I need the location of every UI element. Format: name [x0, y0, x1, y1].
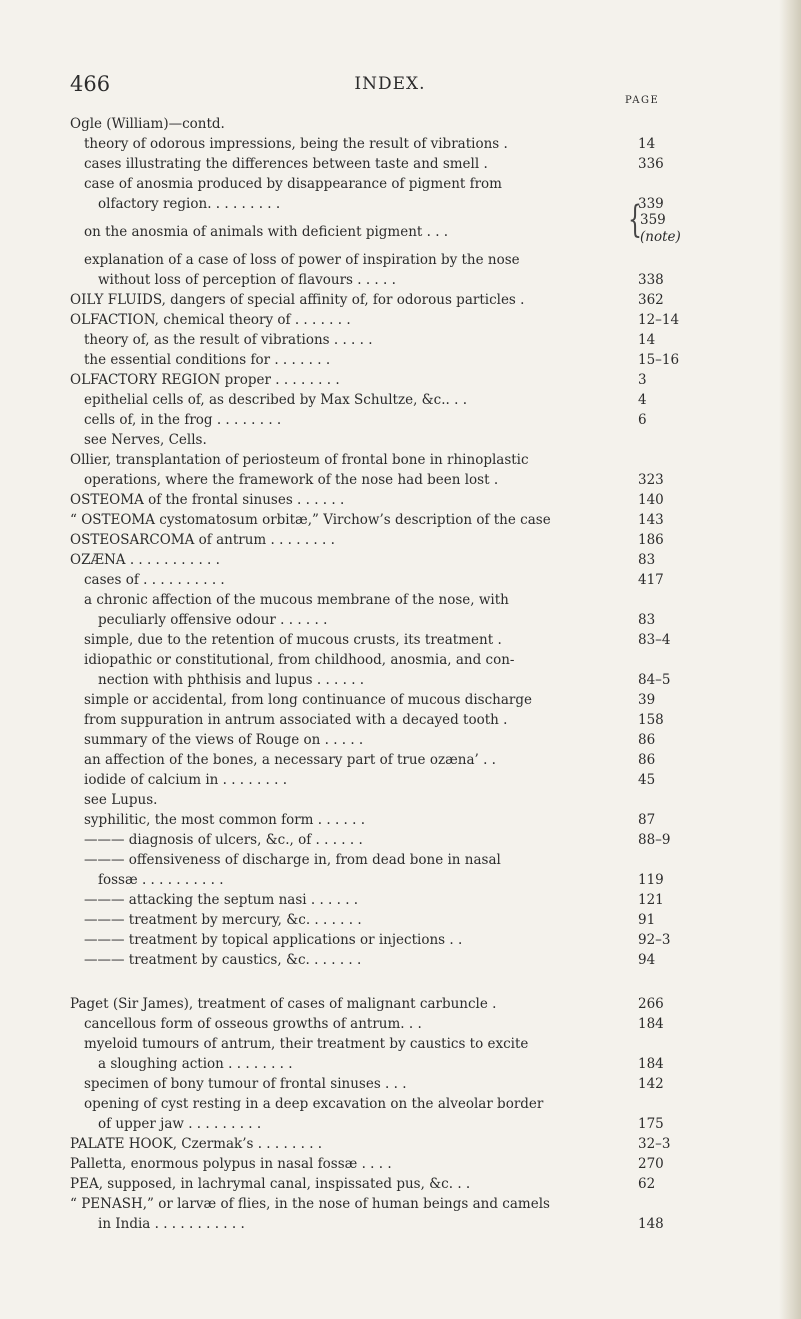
index-entry: [70, 310, 760, 330]
index-entry: [70, 1014, 760, 1034]
index-entry: [70, 450, 760, 470]
index-entry: [70, 370, 760, 390]
entry-page: 359: [640, 212, 666, 228]
entry-text: olfactory region. . . . . . . . .: [98, 196, 281, 212]
entry-text: PALATE HOOK, Czermak’s . . . . . . . .: [70, 1136, 323, 1152]
entry-text: OLFACTORY REGION proper . . . . . . . .: [70, 372, 340, 388]
index-entry: [70, 850, 760, 870]
index-entry: [70, 870, 760, 890]
entry-text: a chronic affection of the mucous membrane of the nose, with: [84, 592, 509, 608]
entry-page: 15–16: [638, 352, 680, 368]
entry-text: epithelial cells of, as described by Max Schultze, &c.. . .: [84, 392, 467, 408]
entry-page: 14: [638, 136, 656, 152]
index-entry: [70, 994, 760, 1014]
entry-text: ——— treatment by mercury, &c. . . . . . .: [84, 912, 362, 928]
entry-text: peculiarly offensive odour . . . . . .: [98, 612, 328, 628]
index-entry: [70, 174, 760, 194]
entry-text: cases of . . . . . . . . . .: [84, 572, 225, 588]
index-entry: [70, 1174, 760, 1194]
index-entry: [70, 250, 760, 270]
entry-text: on the anosmia of animals with deficient pigment . . .: [84, 224, 449, 240]
entry-text: idiopathic or constitutional, from childhood, anosmia, and con-: [84, 652, 515, 668]
entry-page: 84–5: [638, 672, 671, 688]
entry-text: “ OSTEOMA cystomatosum orbitæ,” Virchow’s description of the case: [70, 512, 551, 528]
index-entry: [70, 770, 760, 790]
entry-text: simple, due to the retention of mucous crusts, its treatment .: [84, 632, 502, 648]
index-entry: [70, 730, 760, 750]
entry-text: Ogle (William)—contd.: [70, 116, 225, 132]
entry-page: 143: [638, 512, 664, 528]
entry-page: 3: [638, 372, 647, 388]
index-entry: [70, 1094, 760, 1114]
entry-text: cells of, in the frog . . . . . . . .: [84, 412, 282, 428]
entry-page: 175: [638, 1116, 664, 1132]
index-entry: [70, 510, 760, 530]
entry-text: OSTEOSARCOMA of antrum . . . . . . . .: [70, 532, 335, 548]
index-entry: [70, 1114, 760, 1134]
index-entry: [70, 470, 760, 490]
index-entry: [70, 1194, 760, 1214]
entry-text: in India . . . . . . . . . . .: [98, 1216, 245, 1232]
entry-text: OLFACTION, chemical theory of . . . . . . .: [70, 312, 351, 328]
entry-text: OILY FLUIDS, dangers of special affinity of, for odorous particles .: [70, 292, 525, 308]
page-edge-shadow: [779, 0, 801, 1319]
index-entry: [70, 610, 760, 630]
entry-page: 83: [638, 552, 656, 568]
entry-text: the essential conditions for . . . . . . .: [84, 352, 331, 368]
index-entry: [70, 950, 760, 970]
index-entry: [70, 194, 760, 214]
entry-text: opening of cyst resting in a deep excavation on the alveolar border: [84, 1096, 544, 1112]
entry-page: 270: [638, 1156, 664, 1172]
entry-page: 417: [638, 572, 664, 588]
index-entry: [70, 490, 760, 510]
entry-text: syphilitic, the most common form . . . . . .: [84, 812, 365, 828]
entry-page: 92–3: [638, 932, 671, 948]
index-entry: [70, 430, 760, 450]
entry-page: 12–14: [638, 312, 680, 328]
index-entry: [70, 114, 760, 134]
entry-page: 186: [638, 532, 664, 548]
entry-text: case of anosmia produced by disappearance of pigment from: [84, 176, 502, 192]
entry-text: see Nerves, Cells.: [84, 432, 207, 448]
entry-text: “ PENASH,” or larvæ of flies, in the nose of human beings and camels: [70, 1196, 550, 1212]
entry-page: 6: [638, 412, 647, 428]
entry-page: 39: [638, 692, 656, 708]
entry-text: operations, where the framework of the nose had been lost .: [84, 472, 499, 488]
index-entry: [70, 890, 760, 910]
entry-text: a sloughing action . . . . . . . .: [98, 1056, 293, 1072]
entry-text: Palletta, enormous polypus in nasal fossæ . . . .: [70, 1156, 392, 1172]
entry-page: 94: [638, 952, 656, 968]
entry-page: 91: [638, 912, 656, 928]
entry-page: 62: [638, 1176, 656, 1192]
entry-page: 323: [638, 472, 664, 488]
entry-text: ——— treatment by topical applications or injections . .: [84, 932, 463, 948]
entry-text: theory of, as the result of vibrations . . . . .: [84, 332, 373, 348]
index-entry: [70, 910, 760, 930]
index-entry: [70, 810, 760, 830]
entry-text: OZÆNA . . . . . . . . . . .: [70, 552, 220, 568]
index-entry: [70, 1214, 760, 1234]
index-entry: [70, 410, 760, 430]
index-entry: [70, 690, 760, 710]
entry-page: 32–3: [638, 1136, 671, 1152]
entry-page: 87: [638, 812, 656, 828]
entry-text: Ollier, transplantation of periosteum of frontal bone in rhinoplastic: [70, 452, 529, 468]
index-entry: [70, 830, 760, 850]
index-entry: [70, 1134, 760, 1154]
entry-page: 83: [638, 612, 656, 628]
entry-page: 336: [638, 156, 664, 172]
entry-text: from suppuration in antrum associated with a decayed tooth .: [84, 712, 508, 728]
entry-page: 184: [638, 1056, 664, 1072]
entry-page: 158: [638, 712, 664, 728]
entry-text: ——— treatment by caustics, &c. . . . . . .: [84, 952, 362, 968]
index-entry: [70, 390, 760, 410]
index-entry: [70, 1074, 760, 1094]
index-entries: [70, 114, 760, 1234]
entry-text: ——— diagnosis of ulcers, &c., of . . . . . .: [84, 832, 363, 848]
index-entry: [70, 1054, 760, 1074]
entry-page: 86: [638, 752, 656, 768]
entry-page: 140: [638, 492, 664, 508]
index-entry: [70, 750, 760, 770]
entry-text: PEA, supposed, in lachrymal canal, inspissated pus, &c. . .: [70, 1176, 471, 1192]
entry-page: 83–4: [638, 632, 671, 648]
page-header: [70, 72, 710, 102]
entry-text: of upper jaw . . . . . . . . .: [98, 1116, 262, 1132]
entry-page: 266: [638, 996, 664, 1012]
entry-page-stack: [640, 212, 681, 246]
entry-page: 362: [638, 292, 664, 308]
index-entry: [70, 350, 760, 370]
entry-page: 88–9: [638, 832, 671, 848]
index-entry: [70, 290, 760, 310]
index-entry: [70, 270, 760, 290]
entry-text: iodide of calcium in . . . . . . . .: [84, 772, 288, 788]
entry-page: 4: [638, 392, 647, 408]
entry-text: myeloid tumours of antrum, their treatment by caustics to excite: [84, 1036, 529, 1052]
index-entry: [70, 134, 760, 154]
section-gap: [70, 970, 760, 994]
entry-text: ——— offensiveness of discharge in, from dead bone in nasal: [84, 852, 501, 868]
index-entry: [70, 1154, 760, 1174]
entry-text: ——— attacking the septum nasi . . . . . .: [84, 892, 359, 908]
page-column-label: PAGE: [625, 95, 660, 106]
index-entry: [70, 1034, 760, 1054]
entry-page: 339: [638, 196, 664, 212]
entry-page: 119: [638, 872, 664, 888]
entry-page: 121: [638, 892, 664, 908]
index-entry: [70, 154, 760, 174]
entry-page: 148: [638, 1216, 664, 1232]
index-entry: [70, 590, 760, 610]
entry-text: summary of the views of Rouge on . . . . .: [84, 732, 364, 748]
index-entry: [70, 630, 760, 650]
index-entry: [70, 550, 760, 570]
index-entry: [70, 670, 760, 690]
index-entry: [70, 330, 760, 350]
brace-mark: {: [628, 199, 642, 243]
page-number: 466: [70, 72, 111, 96]
entry-page: 338: [638, 272, 664, 288]
entry-text: an affection of the bones, a necessary part of true ozæna’ . .: [84, 752, 496, 768]
index-entry: [70, 650, 760, 670]
entry-text: specimen of bony tumour of frontal sinuses . . .: [84, 1076, 407, 1092]
index-entry: [70, 930, 760, 950]
entry-text: cancellous form of osseous growths of antrum. . .: [84, 1016, 422, 1032]
entry-page: 14: [638, 332, 656, 348]
entry-page-note: (note): [640, 229, 681, 245]
entry-page: 184: [638, 1016, 664, 1032]
entry-text: explanation of a case of loss of power of inspiration by the nose: [84, 252, 520, 268]
entry-text: fossæ . . . . . . . . . .: [98, 872, 224, 888]
entry-text: see Lupus.: [84, 792, 158, 808]
entry-text: theory of odorous impressions, being the result of vibrations .: [84, 136, 508, 152]
entry-text: nection with phthisis and lupus . . . . . .: [98, 672, 365, 688]
index-entry: [70, 790, 760, 810]
entry-page: 45: [638, 772, 656, 788]
entry-text: OSTEOMA of the frontal sinuses . . . . . .: [70, 492, 345, 508]
entry-page: 142: [638, 1076, 664, 1092]
entry-text: simple or accidental, from long continuance of mucous discharge: [84, 692, 532, 708]
index-entry: [70, 530, 760, 550]
entry-text: Paget (Sir James), treatment of cases of malignant carbuncle .: [70, 996, 497, 1012]
running-title: INDEX.: [354, 74, 426, 94]
index-entry: [70, 570, 760, 590]
entry-text: cases illustrating the differences between taste and smell .: [84, 156, 488, 172]
entry-page: 86: [638, 732, 656, 748]
entry-text: without loss of perception of flavours . . . . .: [98, 272, 396, 288]
index-entry: [70, 710, 760, 730]
